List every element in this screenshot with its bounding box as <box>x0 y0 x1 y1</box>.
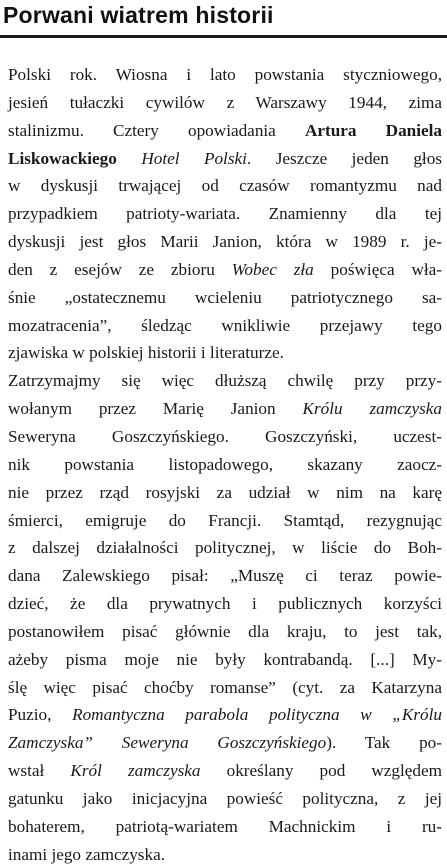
body-line-text <box>8 538 442 557</box>
text-run: Puzio, <box>8 705 73 725</box>
body-line <box>8 757 442 785</box>
body-line-text <box>8 705 442 724</box>
body-line-text <box>8 316 442 335</box>
text-run: Zatrzymajmy się więc dłuższą chwilę przy przy- <box>8 371 442 391</box>
text-run: zjawiska w polskiej historii i literaturze. <box>8 343 284 363</box>
text-run: Polski rok. Wiosna i lato powstania styczniowego, <box>8 65 442 84</box>
body-line <box>8 813 442 841</box>
text-run: ślę więc pisać choćby romanse” (cyt. za Katarzyna <box>8 677 442 697</box>
italic-text-run: Król zamczyska <box>70 761 201 781</box>
body-line-text <box>8 817 442 836</box>
body-line-text <box>8 260 442 279</box>
article-title: Porwani wiatrem historii <box>3 2 274 28</box>
text-run: przypadkiem patrioty-wariata. Znamienny dla tej <box>8 204 442 224</box>
body-line-text <box>8 371 442 390</box>
body-line-text <box>8 121 442 140</box>
body-line <box>8 646 442 674</box>
text-run: jesień tułaczki cywilów z Warszawy 1944, zima <box>8 92 442 112</box>
body-line <box>8 479 442 507</box>
text-run: ażeby pisma moje nie były kontrabandą. [...] My- <box>8 649 442 669</box>
text-run: poświęca wła- <box>313 259 442 279</box>
body-line-text <box>8 149 442 168</box>
body-line <box>8 228 442 256</box>
text-run: z dalszej działalności politycznej, w liście do Boh- <box>8 538 442 558</box>
text-run: dana Zalewskiego pisał: „Muszę ci teraz powie- <box>8 566 442 586</box>
body-line <box>8 339 442 367</box>
text-run: . Jeszcze jeden głos <box>246 148 442 168</box>
body-line-text <box>8 650 442 669</box>
text-run <box>117 149 141 168</box>
body-line <box>8 674 442 702</box>
text-run: ). Tak po- <box>326 733 442 753</box>
body-line-text <box>8 678 442 697</box>
bold-text-run: Liskowackiego <box>8 148 117 168</box>
italic-text-run: Hotel Polski <box>141 148 247 168</box>
body-line <box>8 590 442 618</box>
italic-text-run: Królu zamczyska <box>302 399 442 419</box>
body-line-text <box>8 232 442 251</box>
body-line-text <box>8 733 442 752</box>
body-line-text <box>8 789 442 808</box>
text-run: stalinizmu. Cztery opowiadania <box>8 120 305 140</box>
text-run: śnie „ostatecznemu wcieleniu patriotycznego sa- <box>8 287 442 307</box>
body-line-text <box>8 511 442 530</box>
body-line <box>8 451 442 479</box>
body-line-text <box>8 176 442 195</box>
body-line <box>8 89 442 117</box>
text-run: dyskusji jest głos Marii Janion, która w 1989 r. je- <box>8 232 442 252</box>
text-run: inami jego zamczyska. <box>8 844 166 864</box>
text-run: mozatracenia”, śledząc wnikliwie przejawy tego <box>8 315 442 335</box>
article-body <box>8 61 442 868</box>
body-line <box>8 200 442 228</box>
text-run: nie przez rząd rosyjski za udział w nim na karę <box>8 482 442 502</box>
text-run: postanowiłem pisać głównie dla kraju, to jest tak, <box>8 621 442 641</box>
body-line <box>8 729 442 757</box>
body-line-text <box>8 566 442 585</box>
body-line <box>8 534 442 562</box>
body-line-text <box>8 761 442 780</box>
text-run: nik powstania listopadowego, skazany zaocz- <box>8 454 442 474</box>
body-line <box>8 618 442 646</box>
body-line-text <box>8 427 442 446</box>
body-line <box>8 423 442 451</box>
body-line-text <box>8 93 442 112</box>
body-line-text <box>8 594 442 613</box>
body-line <box>8 701 442 729</box>
body-line <box>8 367 442 395</box>
body-line-text <box>8 65 442 84</box>
body-line-text <box>8 483 442 502</box>
body-line <box>8 284 442 312</box>
body-line <box>8 145 442 173</box>
body-line-text <box>8 399 442 418</box>
title-underline-rule <box>0 35 447 38</box>
body-line <box>8 172 442 200</box>
body-line-text <box>8 343 284 362</box>
body-line <box>8 785 442 813</box>
text-run: wołanym przez Marię Janion <box>8 399 303 419</box>
italic-text-run: Wobec zła <box>231 259 314 279</box>
body-line-text <box>8 204 442 223</box>
body-line <box>8 507 442 535</box>
body-line-text <box>8 288 442 307</box>
body-line-text <box>8 845 165 864</box>
text-run: Seweryna Goszczyńskiego. Goszczyński, uczest- <box>8 426 442 446</box>
body-line-text <box>8 455 442 474</box>
body-line <box>8 312 442 340</box>
text-run: gatunku jako inicjacyjna powieść polityczna, z jej <box>8 788 442 808</box>
body-line <box>8 61 442 89</box>
body-line <box>8 562 442 590</box>
text-run: den z esejów ze zbioru <box>8 259 232 279</box>
body-line <box>8 256 442 284</box>
text-run: w dyskusji trwającej od czasów romantyzmu nad <box>8 176 442 196</box>
text-run: wstał <box>8 761 71 781</box>
body-line <box>8 117 442 145</box>
text-run: śmierci, emigruje do Francji. Stamtąd, rezygnując <box>8 510 442 530</box>
body-line <box>8 395 442 423</box>
text-run: bohaterem, patriotą-wariatem Machnickim i ru- <box>8 816 442 836</box>
bold-text-run: Artura Daniela <box>304 120 442 140</box>
text-run: dzieć, że dla prywatnych i publicznych korzyści <box>8 594 442 614</box>
body-line-text <box>8 622 442 641</box>
italic-text-run: Romantyczna parabola polityczna w „Królu <box>72 705 442 725</box>
italic-text-run: Zamczyska” Seweryna Goszczyńskiego <box>8 733 327 753</box>
text-run: określany pod względem <box>200 761 443 781</box>
